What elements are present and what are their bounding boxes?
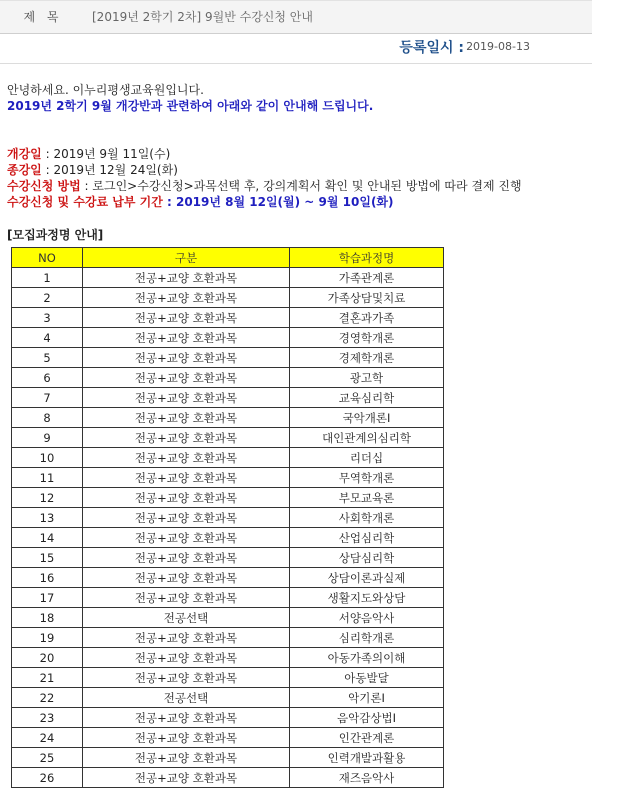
row-course-name: 경제학개론 [290,348,444,368]
period-value: : 2019년 8월 12일(월) ~ 9월 10일(화) [162,195,394,209]
table-row [12,748,444,768]
row-no: 22 [12,688,83,708]
table-row [12,568,444,588]
table-row [12,388,444,408]
row-course-name: 서양음악사 [290,608,444,628]
row-course-name: 광고학 [290,368,444,388]
row-course-name: 생활지도와상담 [290,588,444,608]
section-title: [모집과정명 안내] [7,228,104,242]
row-no: 15 [12,548,83,568]
row-course-name: 음악감상법I [290,708,444,728]
row-no: 2 [12,288,83,308]
row-course-name: 경영학개론 [290,328,444,348]
period-label: 수강신청 및 수강료 납부 기간 [7,195,163,209]
date-value: 2019-08-13 [466,40,530,53]
period-line [7,194,394,210]
row-no: 5 [12,348,83,368]
row-no: 25 [12,748,83,768]
row-category: 전공+교양 호환과목 [83,308,290,328]
open-date-label: 개강일 [7,147,42,161]
row-category: 전공+교양 호환과목 [83,388,290,408]
row-category: 전공+교양 호환과목 [83,588,290,608]
table-row [12,608,444,628]
row-category: 전공+교양 호환과목 [83,508,290,528]
row-no: 20 [12,648,83,668]
row-no: 13 [12,508,83,528]
row-category: 전공+교양 호환과목 [83,768,290,788]
table-row [12,508,444,528]
row-course-name: 심리학개론 [290,628,444,648]
table-row [12,328,444,348]
row-no: 19 [12,628,83,648]
row-category: 전공+교양 호환과목 [83,488,290,508]
close-date-label: 종강일 [7,163,42,177]
table-row [12,668,444,688]
row-course-name: 대인관계의심리학 [290,428,444,448]
row-course-name: 악기론I [290,688,444,708]
table-row [12,368,444,388]
row-category: 전공+교양 호환과목 [83,288,290,308]
intro-text: 2019년 2학기 9월 개강반과 관련하여 아래와 같이 안내해 드립니다. [7,99,374,113]
table-row [12,488,444,508]
table-row [12,428,444,448]
method-value: : 로그인>수강신청>과목선택 후, 강의계획서 확인 및 안내된 방법에 따라 결제 진행 [80,179,522,193]
table-row [12,728,444,748]
row-no: 14 [12,528,83,548]
row-category: 전공+교양 호환과목 [83,348,290,368]
row-no: 16 [12,568,83,588]
row-category: 전공+교양 호환과목 [83,468,290,488]
header-no: NO [12,248,83,268]
row-no: 11 [12,468,83,488]
table-row [12,448,444,468]
table-row [12,548,444,568]
table-row [12,528,444,548]
row-no: 6 [12,368,83,388]
table-row [12,468,444,488]
row-category: 전공+교양 호환과목 [83,628,290,648]
row-no: 3 [12,308,83,328]
date-label: 등록일시 : [399,40,464,56]
row-no: 23 [12,708,83,728]
row-category: 전공+교양 호환과목 [83,728,290,748]
table-row [12,288,444,308]
row-category: 전공+교양 호환과목 [83,548,290,568]
row-course-name: 무역학개론 [290,468,444,488]
table-header-row [12,248,444,268]
table-row [12,768,444,788]
row-course-name: 리더십 [290,448,444,468]
row-no: 9 [12,428,83,448]
row-no: 8 [12,408,83,428]
greeting: 안녕하세요. 이누리평생교육원입니다. [7,83,204,97]
row-no: 7 [12,388,83,408]
row-category: 전공+교양 호환과목 [83,448,290,468]
row-category: 전공선택 [83,608,290,628]
row-category: 전공+교양 호환과목 [83,708,290,728]
table-row [12,708,444,728]
row-no: 4 [12,328,83,348]
row-course-name: 상담심리학 [290,548,444,568]
method-line [7,178,522,194]
title-bar [0,0,592,34]
course-table [11,247,444,788]
open-date-value: : 2019년 9월 11일(수) [41,147,171,161]
row-course-name: 결혼과가족 [290,308,444,328]
table-row [12,648,444,668]
table-row [12,348,444,368]
table-row [12,308,444,328]
row-course-name: 인력개발과활용 [290,748,444,768]
post-title: [2019년 2학기 2차] 9월반 수강신청 안내 [92,10,313,24]
row-category: 전공선택 [83,688,290,708]
table-row [12,268,444,288]
row-category: 전공+교양 호환과목 [83,648,290,668]
row-category: 전공+교양 호환과목 [83,328,290,348]
row-course-name: 가족관계론 [290,268,444,288]
row-no: 21 [12,668,83,688]
row-course-name: 부모교육론 [290,488,444,508]
row-category: 전공+교양 호환과목 [83,528,290,548]
row-no: 10 [12,448,83,468]
subject-label: 제 목 [23,10,63,24]
row-course-name: 재즈음악사 [290,768,444,788]
table-row [12,588,444,608]
row-category: 전공+교양 호환과목 [83,568,290,588]
row-course-name: 상담이론과실제 [290,568,444,588]
row-course-name: 국악개론I [290,408,444,428]
header-course-name: 학습과정명 [290,248,444,268]
row-category: 전공+교양 호환과목 [83,268,290,288]
row-course-name: 인간관계론 [290,728,444,748]
row-category: 전공+교양 호환과목 [83,428,290,448]
row-no: 24 [12,728,83,748]
row-course-name: 아동가족의이해 [290,648,444,668]
row-course-name: 교육심리학 [290,388,444,408]
row-no: 12 [12,488,83,508]
row-course-name: 가족상담및치료 [290,288,444,308]
row-course-name: 아동발달 [290,668,444,688]
date-row [0,33,592,64]
open-date-line [7,146,170,162]
row-no: 1 [12,268,83,288]
header-category: 구분 [83,248,290,268]
row-category: 전공+교양 호환과목 [83,668,290,688]
table-row [12,628,444,648]
table-row [12,688,444,708]
row-category: 전공+교양 호환과목 [83,408,290,428]
row-no: 26 [12,768,83,788]
row-category: 전공+교양 호환과목 [83,368,290,388]
close-date-value: : 2019년 12월 24일(화) [41,163,178,177]
row-course-name: 산업심리학 [290,528,444,548]
row-course-name: 사회학개론 [290,508,444,528]
row-no: 17 [12,588,83,608]
method-label: 수강신청 방법 [7,179,81,193]
table-row [12,408,444,428]
row-no: 18 [12,608,83,628]
close-date-line [7,162,178,178]
row-category: 전공+교양 호환과목 [83,748,290,768]
